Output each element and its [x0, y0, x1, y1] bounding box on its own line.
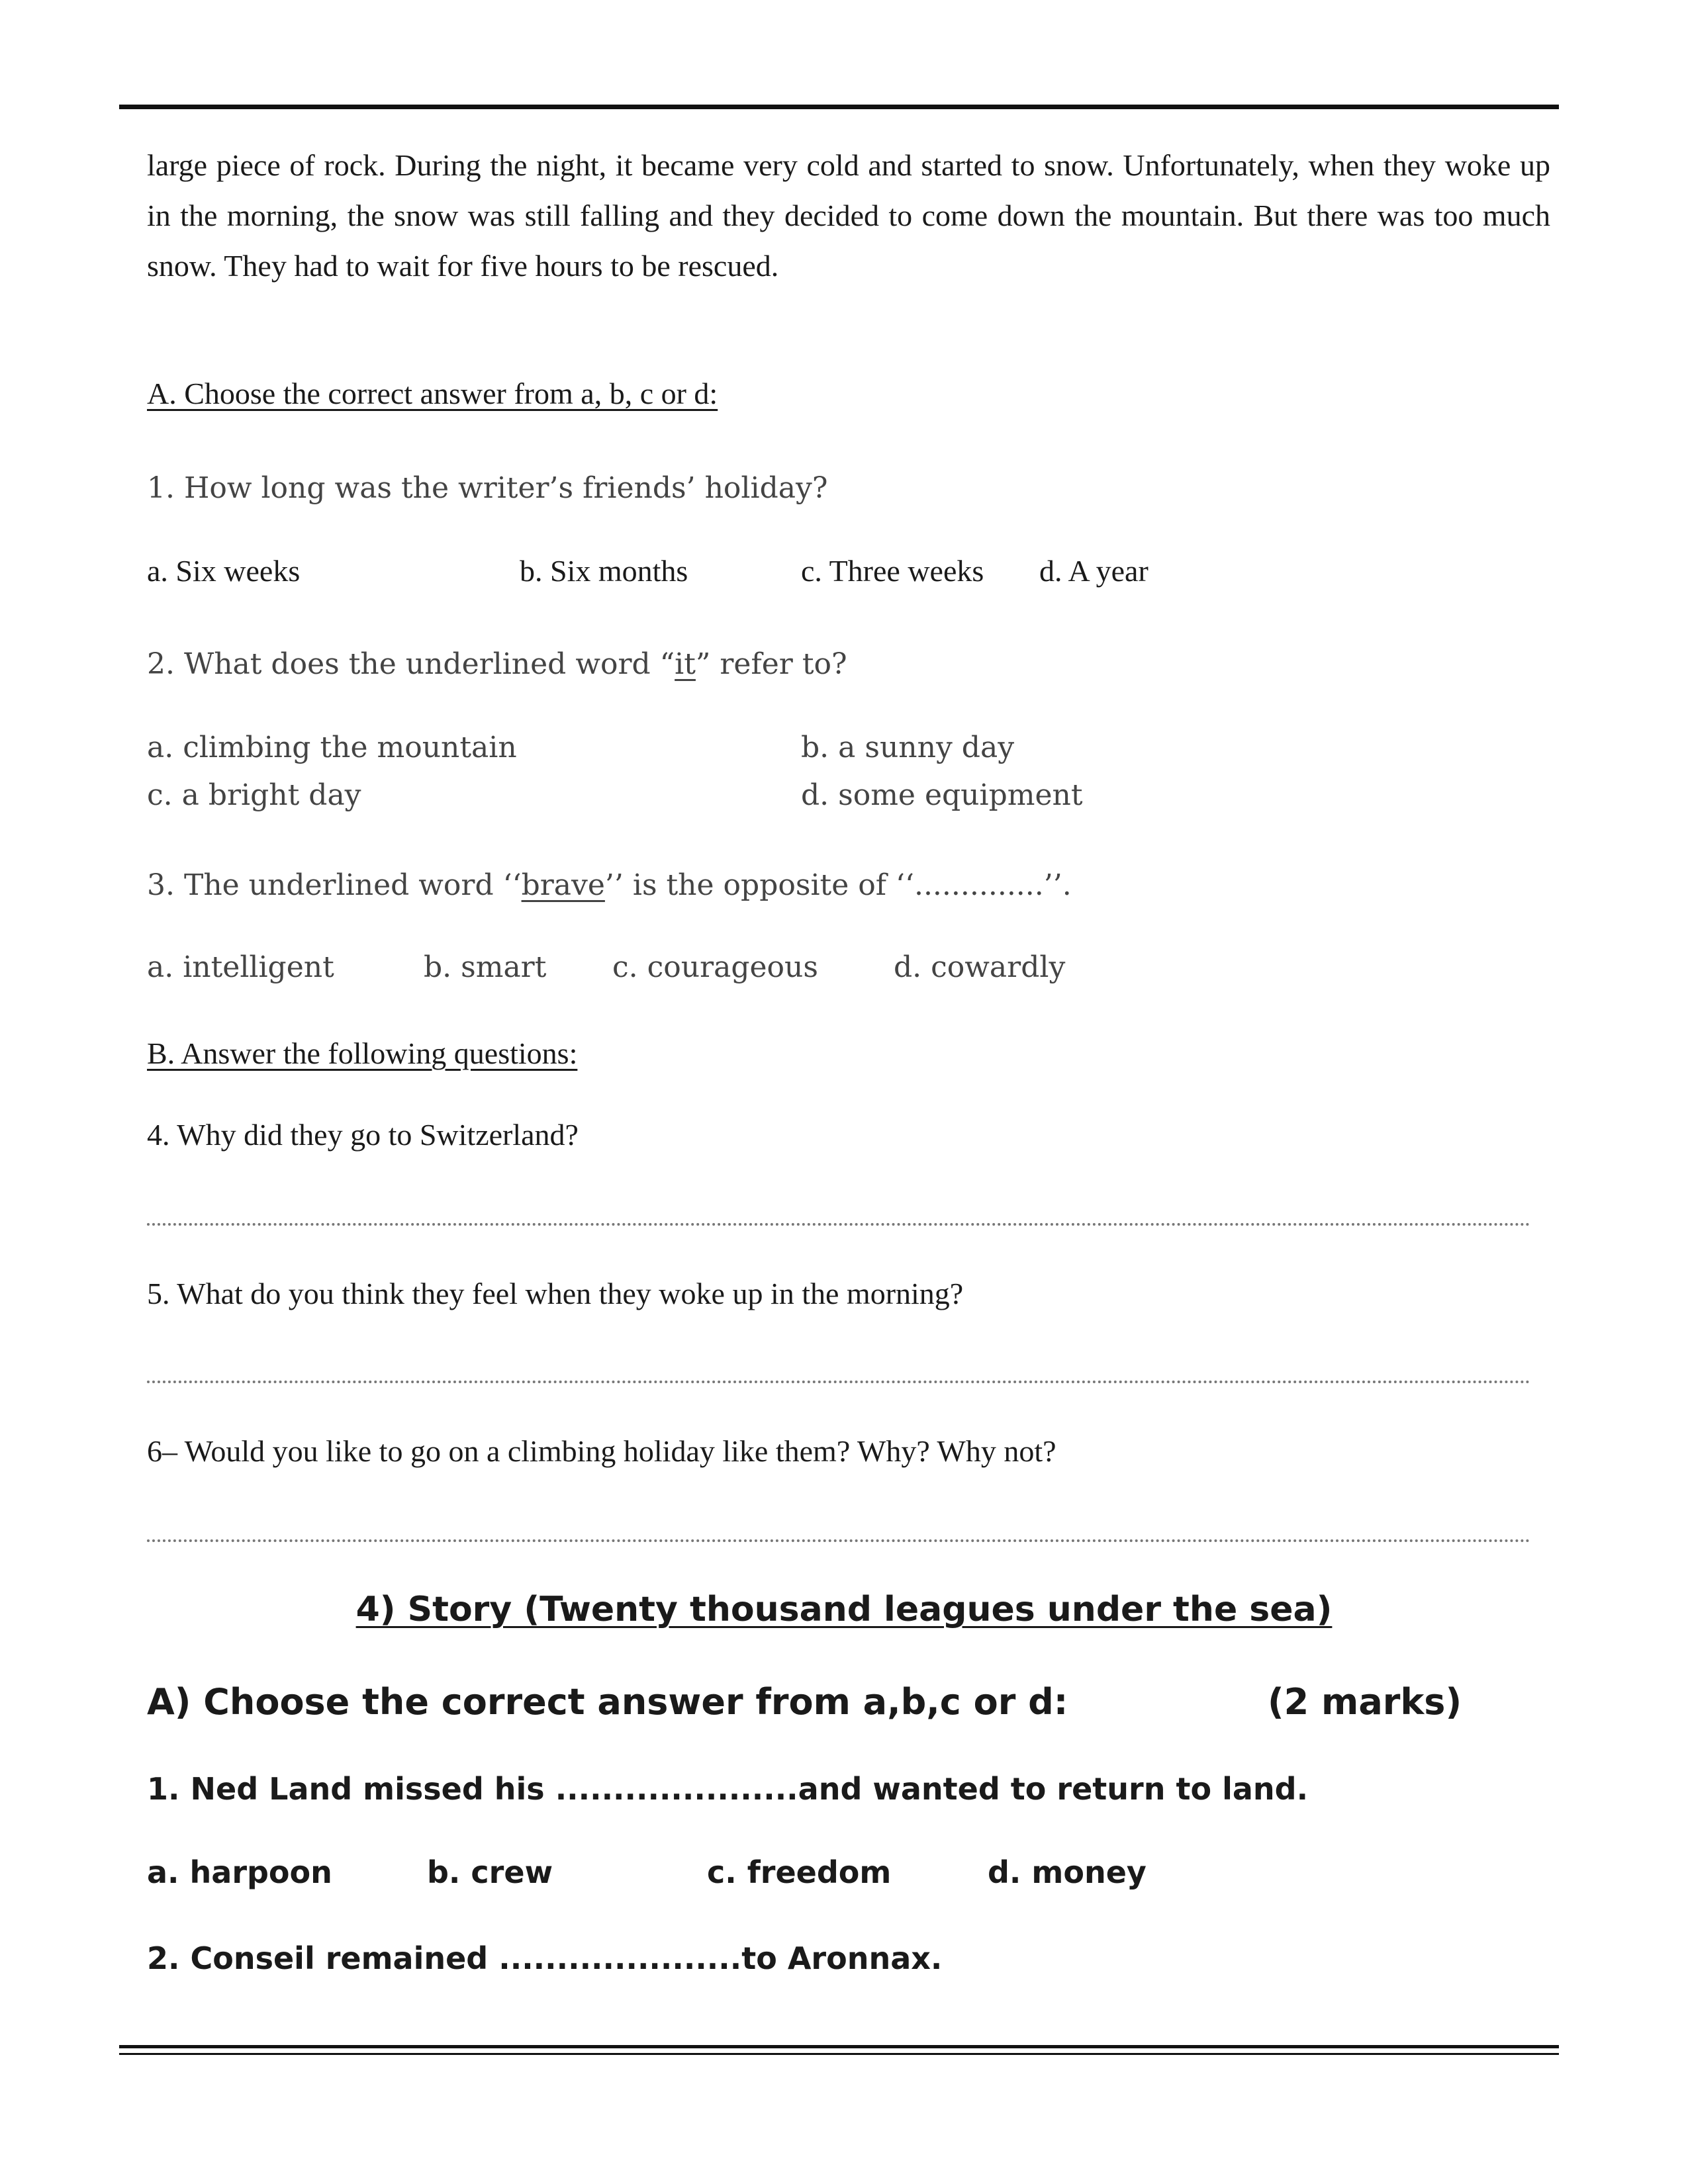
q1-option-d[interactable]: d. A year [1039, 554, 1149, 588]
bottom-rule-thin [119, 2053, 1559, 2055]
q1-option-a[interactable]: a. Six weeks [147, 554, 301, 588]
q3-option-a[interactable]: a. intelligent [147, 950, 334, 984]
section-b-heading: B. Answer the following questions: [147, 1036, 578, 1070]
story-heading: 4) Story (Twenty thousand leagues under the sea) [355, 1590, 1333, 1629]
question-2-underlined-word: it [675, 647, 696, 681]
question-1: 1. How long was the writer’s friends’ holiday? [147, 471, 828, 505]
question-2 [147, 647, 847, 681]
question-3-underlined-word: brave [521, 868, 605, 902]
bottom-rule-thick [119, 2045, 1559, 2048]
question-3-prefix: 3. The underlined word ‘‘ [147, 868, 522, 902]
q3-option-c[interactable]: c. courageous [612, 950, 818, 984]
story-question-2: 2. Conseil remained .....................to Aronnax. [147, 1940, 943, 1976]
q2-option-c[interactable]: c. a bright day [147, 778, 361, 812]
q2-option-d[interactable]: d. some equipment [801, 778, 1083, 812]
story-question-1: 1. Ned Land missed his .....................and wanted to return to land. [147, 1771, 1309, 1807]
question-4: 4. Why did they go to Switzerland? [147, 1118, 579, 1152]
answer-line-4[interactable] [147, 1223, 1530, 1226]
story-q1-option-b[interactable]: b. crew [427, 1854, 553, 1890]
answer-line-5[interactable] [147, 1381, 1530, 1383]
question-6: 6– Would you like to go on a climbing holiday like them? Why? Why not? [147, 1434, 1056, 1468]
section-a-heading: A. Choose the correct answer from a, b, c or d: [147, 377, 718, 410]
reading-passage: large piece of rock. During the night, it became very cold and started to snow. Unfortunately, when they woke up in the morning, the snow was still falling and they decided to come down the mountain. But there was too much snow. They had to wait for five hours to be rescued. [147, 148, 1550, 283]
q1-option-b[interactable]: b. Six months [520, 554, 688, 588]
question-3 [147, 868, 1072, 902]
story-q1-option-d[interactable]: d. money [988, 1854, 1147, 1890]
q3-option-d[interactable]: d. cowardly [894, 950, 1066, 984]
top-rule [119, 105, 1559, 109]
q2-option-b[interactable]: b. a sunny day [801, 731, 1015, 764]
q1-option-c[interactable]: c. Three weeks [801, 554, 984, 588]
question-2-prefix: 2. What does the underlined word “ [147, 647, 675, 681]
story-q1-option-a[interactable]: a. harpoon [147, 1854, 332, 1890]
q2-option-a[interactable]: a. climbing the mountain [147, 731, 517, 764]
answer-line-6[interactable] [147, 1539, 1530, 1542]
question-5: 5. What do you think they feel when they woke up in the morning? [147, 1277, 964, 1310]
question-2-suffix: ” refer to? [695, 647, 847, 681]
marks-label: (2 marks) [1268, 1681, 1462, 1723]
story-part-a-heading: A) Choose the correct answer from a,b,c or d: [147, 1681, 1068, 1723]
question-3-suffix: ’’ is the opposite of ‘‘..............’’. [604, 868, 1072, 902]
story-q1-option-c[interactable]: c. freedom [707, 1854, 892, 1890]
q3-option-b[interactable]: b. smart [424, 950, 547, 984]
